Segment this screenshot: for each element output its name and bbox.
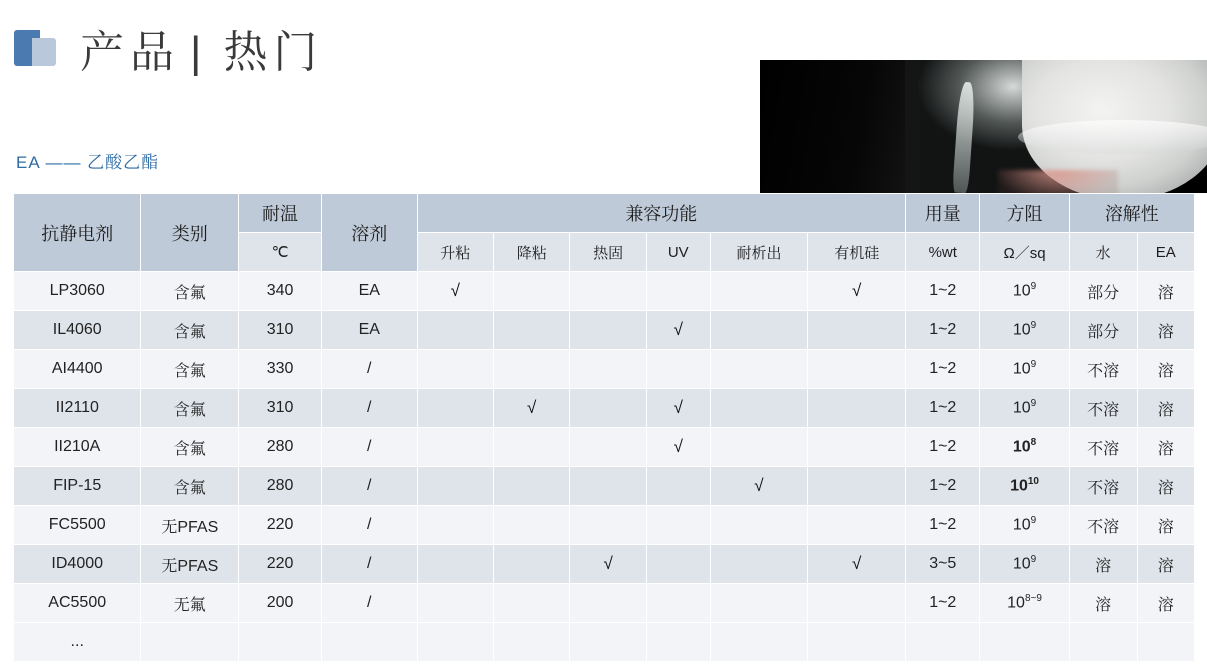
cell-empty [1137,623,1194,662]
cell-category: 含氟 [141,350,239,389]
cell-solubility-water: 不溶 [1069,506,1137,545]
cell-resistance [980,467,1069,506]
cell-empty [417,623,493,662]
cell-tackify [417,350,493,389]
cell-empty [321,623,417,662]
cell-solubility-water: 部分 [1069,311,1137,350]
col-header-solvent: 溶剂 [321,194,417,272]
cell-agent-name: FC5500 [14,506,141,545]
cell-detackify [494,545,570,584]
table-body [14,272,1195,662]
cell-uv [646,389,710,428]
cell-agent-name: AI4400 [14,350,141,389]
cell-anti-bleed [710,428,808,467]
cell-dosage: 1~2 [906,584,980,623]
cell-agent-name: IL4060 [14,311,141,350]
cell-resistance [980,272,1069,311]
resistance-exponent: 8~9 [1024,593,1042,605]
subheader-silicone: 有机硅 [808,233,906,272]
cell-silicone [808,350,906,389]
cell-solvent: EA [321,272,417,311]
cell-solvent: EA [321,311,417,350]
table-row [14,584,1195,623]
check-icon: √ [852,281,862,300]
col-header-solubility: 溶解性 [1069,194,1194,233]
cell-agent-name: II2110 [14,389,141,428]
page-title [80,16,323,80]
cell-resistance [980,584,1069,623]
col-header-category: 类别 [141,194,239,272]
cell-detackify [494,350,570,389]
col-header-dosage: 用量 [906,194,980,233]
resistance-exponent: 8 [1030,437,1037,449]
cell-temp: 330 [239,350,322,389]
cell-tackify [417,545,493,584]
cell-solvent: / [321,428,417,467]
cell-anti-bleed [710,467,808,506]
cell-anti-bleed [710,350,808,389]
cell-thermoset [570,545,646,584]
cell-thermoset [570,428,646,467]
subheader-temp-unit: ℃ [239,233,322,272]
cell-category: 无氟 [141,584,239,623]
cell-solubility-ea: 溶 [1137,506,1194,545]
pouring-liquid-photo [760,60,1207,193]
cell-agent-name: LP3060 [14,272,141,311]
cell-resistance [980,545,1069,584]
check-icon: √ [450,281,460,300]
cell-agent-name: ID4000 [14,545,141,584]
cell-category: 含氟 [141,311,239,350]
cell-resistance [980,428,1069,467]
slide-header [0,0,323,96]
resistance-base: 10 [1012,399,1031,417]
subheader-tackify: 升粘 [417,233,493,272]
check-icon: √ [852,554,862,573]
cell-anti-bleed [710,584,808,623]
resistance-exponent: 9 [1030,320,1037,332]
resistance-exponent: 9 [1030,281,1037,293]
cell-solvent: / [321,389,417,428]
col-header-resistance: 方阻 [980,194,1069,233]
resistance-base: 10 [1012,360,1031,378]
cell-anti-bleed [710,545,808,584]
cell-anti-bleed [710,311,808,350]
cell-thermoset [570,350,646,389]
cell-category: 含氟 [141,272,239,311]
cell-temp: 310 [239,389,322,428]
cell-resistance [980,311,1069,350]
cell-detackify [494,311,570,350]
cell-solubility-water: 溶 [1069,584,1137,623]
subheader-water: 水 [1069,233,1137,272]
cell-silicone [808,545,906,584]
cell-category: 含氟 [141,389,239,428]
check-icon: √ [527,398,537,417]
cell-empty [494,623,570,662]
cell-dosage: 3~5 [906,545,980,584]
cell-tackify [417,311,493,350]
subheader-thermoset: 热固 [570,233,646,272]
cell-category: 含氟 [141,428,239,467]
resistance-exponent: 9 [1030,359,1037,371]
subheader-uv: UV [646,233,710,272]
cell-uv [646,506,710,545]
subheader-detackify: 降粘 [494,233,570,272]
cell-silicone [808,428,906,467]
cell-agent-name: FIP-15 [14,467,141,506]
cell-anti-bleed [710,272,808,311]
cell-uv [646,545,710,584]
cell-solubility-ea: 溶 [1137,545,1194,584]
cell-tackify [417,272,493,311]
cell-solvent: / [321,350,417,389]
cell-dosage: 1~2 [906,467,980,506]
cell-uv [646,584,710,623]
cell-thermoset [570,272,646,311]
table-row [14,389,1195,428]
cell-temp: 280 [239,467,322,506]
cell-solvent: / [321,467,417,506]
cell-solubility-water: 不溶 [1069,428,1137,467]
subheader-anti-bleed: 耐析出 [710,233,808,272]
cell-thermoset [570,584,646,623]
product-logo-icon [14,26,56,70]
cell-solubility-ea: 溶 [1137,428,1194,467]
table-row [14,467,1195,506]
check-icon: √ [673,398,683,417]
cell-solubility-ea: 溶 [1137,584,1194,623]
subheader-dosage-unit: %wt [906,233,980,272]
check-icon: √ [603,554,613,573]
check-icon: √ [673,320,683,339]
table-row [14,428,1195,467]
cell-detackify [494,584,570,623]
cell-solubility-water: 不溶 [1069,350,1137,389]
cell-dosage: 1~2 [906,350,980,389]
check-icon: √ [754,476,764,495]
cell-detackify [494,428,570,467]
cell-agent-name: II210A [14,428,141,467]
cell-dosage: 1~2 [906,506,980,545]
cell-silicone [808,467,906,506]
page-title-separator: | [190,28,208,77]
cell-thermoset [570,506,646,545]
cell-tackify [417,467,493,506]
resistance-base: 10 [1007,594,1025,612]
cell-empty [710,623,808,662]
cell-solubility-ea: 溶 [1137,350,1194,389]
table-row-ellipsis [14,623,1195,662]
col-header-compat: 兼容功能 [417,194,906,233]
cell-detackify [494,389,570,428]
table-row [14,272,1195,311]
check-icon: √ [673,437,683,456]
cell-uv [646,467,710,506]
section-subtitle: EA —— 乙酸乙酯 [16,153,160,172]
cell-solubility-ea: 溶 [1137,311,1194,350]
cell-thermoset [570,467,646,506]
cell-detackify [494,467,570,506]
cell-anti-bleed [710,389,808,428]
cell-dosage: 1~2 [906,389,980,428]
cell-solvent: / [321,584,417,623]
cell-temp: 310 [239,311,322,350]
cell-empty [906,623,980,662]
col-header-agent: 抗静电剂 [14,194,141,272]
cell-solubility-water: 部分 [1069,272,1137,311]
cell-temp: 200 [239,584,322,623]
table-row [14,311,1195,350]
cell-solubility-water: 不溶 [1069,389,1137,428]
cell-tackify [417,584,493,623]
cell-category: 无PFAS [141,506,239,545]
cell-dosage: 1~2 [906,428,980,467]
table-row [14,545,1195,584]
cell-solubility-ea: 溶 [1137,389,1194,428]
cell-category: 含氟 [141,467,239,506]
cell-temp: 220 [239,506,322,545]
cell-temp: 340 [239,272,322,311]
resistance-base: 10 [1012,438,1031,456]
page-title-right: 热门 [223,28,324,77]
resistance-exponent: 9 [1030,515,1037,527]
cell-solubility-water: 不溶 [1069,467,1137,506]
resistance-exponent: 10 [1027,476,1039,488]
cell-detackify [494,272,570,311]
resistance-base: 10 [1012,321,1031,339]
subheader-ea: EA [1137,233,1194,272]
cell-uv [646,428,710,467]
cell-more-indicator: ... [14,623,141,662]
cell-dosage: 1~2 [906,272,980,311]
cell-empty [1069,623,1137,662]
cell-silicone [808,272,906,311]
cell-dosage: 1~2 [906,311,980,350]
cell-tackify [417,428,493,467]
cell-solvent: / [321,506,417,545]
cell-empty [646,623,710,662]
cell-detackify [494,506,570,545]
cell-category: 无PFAS [141,545,239,584]
cell-solvent: / [321,545,417,584]
cell-temp: 220 [239,545,322,584]
product-table-container [13,193,1195,662]
cell-thermoset [570,311,646,350]
cell-anti-bleed [710,506,808,545]
subheader-resistance-unit: Ω／sq [980,233,1069,272]
cell-empty [808,623,906,662]
cell-tackify [417,389,493,428]
table-row [14,350,1195,389]
col-header-temp: 耐温 [239,194,322,233]
cell-resistance [980,506,1069,545]
table-header-main [14,194,1195,233]
resistance-base: 10 [1012,282,1031,300]
cell-silicone [808,506,906,545]
cell-silicone [808,311,906,350]
resistance-base: 10 [1010,477,1028,495]
cell-empty [570,623,646,662]
cell-solubility-water: 溶 [1069,545,1137,584]
cell-uv [646,272,710,311]
cell-empty [141,623,239,662]
page-title-left: 产品 [80,28,180,77]
resistance-base: 10 [1012,516,1031,534]
table-row [14,506,1195,545]
resistance-base: 10 [1012,555,1031,573]
cell-empty [980,623,1069,662]
cell-solubility-ea: 溶 [1137,272,1194,311]
cell-uv [646,311,710,350]
cell-resistance [980,389,1069,428]
cell-resistance [980,350,1069,389]
cell-thermoset [570,389,646,428]
resistance-exponent: 9 [1030,398,1037,410]
antistatic-agent-table [13,193,1195,662]
cell-solubility-ea: 溶 [1137,467,1194,506]
cell-uv [646,350,710,389]
cell-temp: 280 [239,428,322,467]
cell-silicone [808,389,906,428]
cell-tackify [417,506,493,545]
resistance-exponent: 9 [1030,554,1037,566]
cell-empty [239,623,322,662]
cell-silicone [808,584,906,623]
cell-agent-name: AC5500 [14,584,141,623]
